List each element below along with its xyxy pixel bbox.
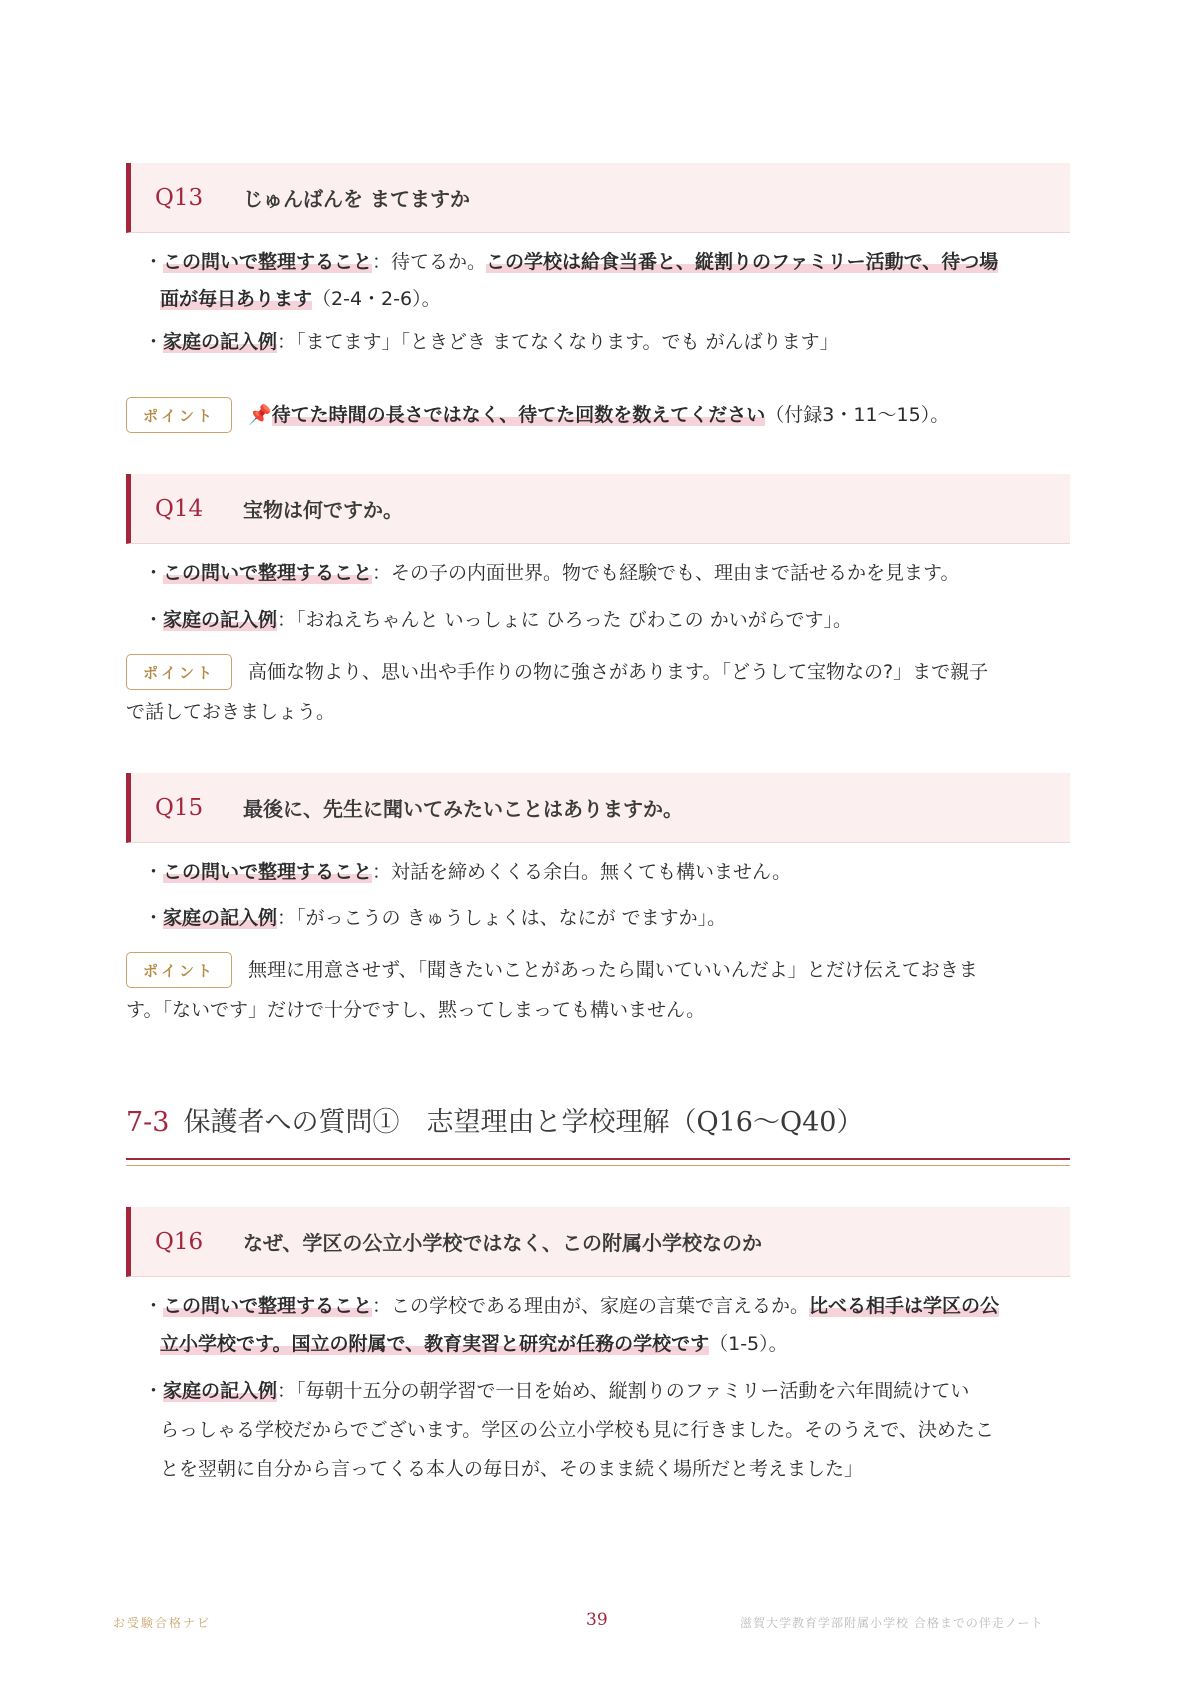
- example-label: 家庭の記入例: [163, 609, 278, 631]
- focus-label: この問いで整理すること: [163, 562, 373, 584]
- point-line: [248, 395, 949, 435]
- example-text: ：「おねえちゃんと いっしょに ひろった びわこの かいがらです」。: [277, 609, 853, 631]
- point-text: 無理に用意させず、「聞きたいことがあったら聞いていいんだよ」とだけ伝えておきま: [248, 959, 978, 981]
- page-number: 39: [586, 1610, 608, 1630]
- bullet: ・: [144, 331, 164, 353]
- example-text: ：「まてます」「ときどき まてなくなります。でも がんばります」: [277, 331, 839, 353]
- example-text: ：「がっこうの きゅうしょくは、なにが でますか」。: [277, 907, 727, 929]
- focus-text: ：対話を締めくくる余白。無くても構いません。: [372, 861, 792, 883]
- question-title: じゅんばんを まてますか: [243, 187, 470, 211]
- bullet: ・: [144, 1295, 164, 1317]
- point-text-continued: で話しておきましょう。: [126, 701, 336, 723]
- bullet: ・: [144, 609, 164, 631]
- example-line-3: とを翌朝に自分から言ってくる本人の毎日が、そのまま続く場所だと考えました」: [160, 1458, 864, 1480]
- focus-text: ：待てるか。: [372, 251, 487, 273]
- example-line: [144, 1371, 1074, 1411]
- example-line-2: らっしゃる学校だからでございます。学区の公立小学校も見に行きました。そのうえで、決めたこ: [160, 1419, 994, 1441]
- focus-label: この問いで整理すること: [163, 251, 373, 273]
- focus-line: [144, 1286, 1074, 1326]
- bullet: ・: [144, 562, 164, 584]
- question-title: なぜ、学区の公立小学校ではなく、この附属小学校なのか: [243, 1231, 762, 1255]
- focus-tail: （1-5）。: [709, 1333, 788, 1355]
- focus-line-continued: [160, 279, 1090, 319]
- question-header-q14: [126, 474, 1070, 544]
- focus-highlight: この学校は給食当番と、縦割りのファミリー活動で、待つ場: [486, 251, 999, 273]
- focus-line: [144, 852, 1074, 892]
- point-tail: （付録3・11〜15）。: [765, 404, 950, 426]
- section-rule: [126, 1158, 1070, 1160]
- example-line: [144, 600, 1074, 640]
- example-label: 家庭の記入例: [163, 907, 278, 929]
- section-number: 7-3: [126, 1107, 170, 1138]
- bullet: ・: [144, 251, 164, 273]
- question-header-q15: [126, 773, 1070, 843]
- point-badge: ポイント: [126, 397, 232, 433]
- focus-line: [144, 553, 1074, 593]
- example-label: 家庭の記入例: [163, 1380, 278, 1402]
- focus-line-continued: [160, 1324, 1090, 1364]
- question-number: Q14: [155, 495, 204, 522]
- question-number: Q15: [155, 794, 204, 821]
- point-highlight: 待てた時間の長さではなく、待てた回数を数えてください: [271, 404, 766, 426]
- point-text: 高価な物より、思い出や手作りの物に強さがあります。「どうして宝物なの?」まで親子: [248, 661, 989, 683]
- section-heading: [126, 1100, 863, 1139]
- focus-label: この問いで整理すること: [163, 861, 373, 883]
- example-text: ：「毎朝十五分の朝学習で一日を始め、縦割りのファミリー活動を六年間続けてい: [277, 1380, 970, 1402]
- question-title: 最後に、先生に聞いてみたいことはありますか。: [243, 797, 683, 821]
- point-badge: ポイント: [126, 952, 232, 988]
- question-title: 宝物は何ですか。: [243, 498, 403, 522]
- focus-text: ：この学校である理由が、家庭の言葉で言えるか。: [372, 1295, 810, 1317]
- bullet: ・: [144, 907, 164, 929]
- pin-icon: 📌: [248, 404, 272, 426]
- question-header-q13: [126, 163, 1070, 233]
- footer-brand: お受験合格ナビ: [113, 1616, 212, 1630]
- focus-label: この問いで整理すること: [163, 1295, 373, 1317]
- point-badge: ポイント: [126, 654, 232, 690]
- example-label: 家庭の記入例: [163, 331, 278, 353]
- section-rule-secondary: [126, 1165, 1070, 1166]
- question-number: Q16: [155, 1228, 204, 1255]
- example-line: [144, 898, 1074, 938]
- focus-tail: （2-4・2-6）。: [312, 288, 441, 310]
- bullet: ・: [144, 1380, 164, 1402]
- focus-highlight-continued: 面が毎日あります: [160, 288, 313, 310]
- section-title: 保護者への質問① 志望理由と学校理解（Q16〜Q40）: [183, 1107, 864, 1138]
- focus-text: ：その子の内面世界。物でも経験でも、理由まで話せるかを見ます。: [372, 562, 960, 584]
- bullet: ・: [144, 861, 164, 883]
- example-line: [144, 322, 1074, 362]
- focus-line: [144, 242, 1074, 282]
- focus-highlight-continued: 立小学校です。国立の附属で、教育実習と研究が任務の学校です: [160, 1333, 710, 1355]
- focus-highlight: 比べる相手は学区の公: [809, 1295, 1000, 1317]
- footer-book-title: 滋賀大学教育学部附属小学校 合格までの伴走ノート: [740, 1616, 1044, 1630]
- point-text-continued: す。「ないです」だけで十分ですし、黙ってしまっても構いません。: [126, 999, 706, 1021]
- question-header-q16: [126, 1207, 1070, 1277]
- question-number: Q13: [155, 184, 204, 211]
